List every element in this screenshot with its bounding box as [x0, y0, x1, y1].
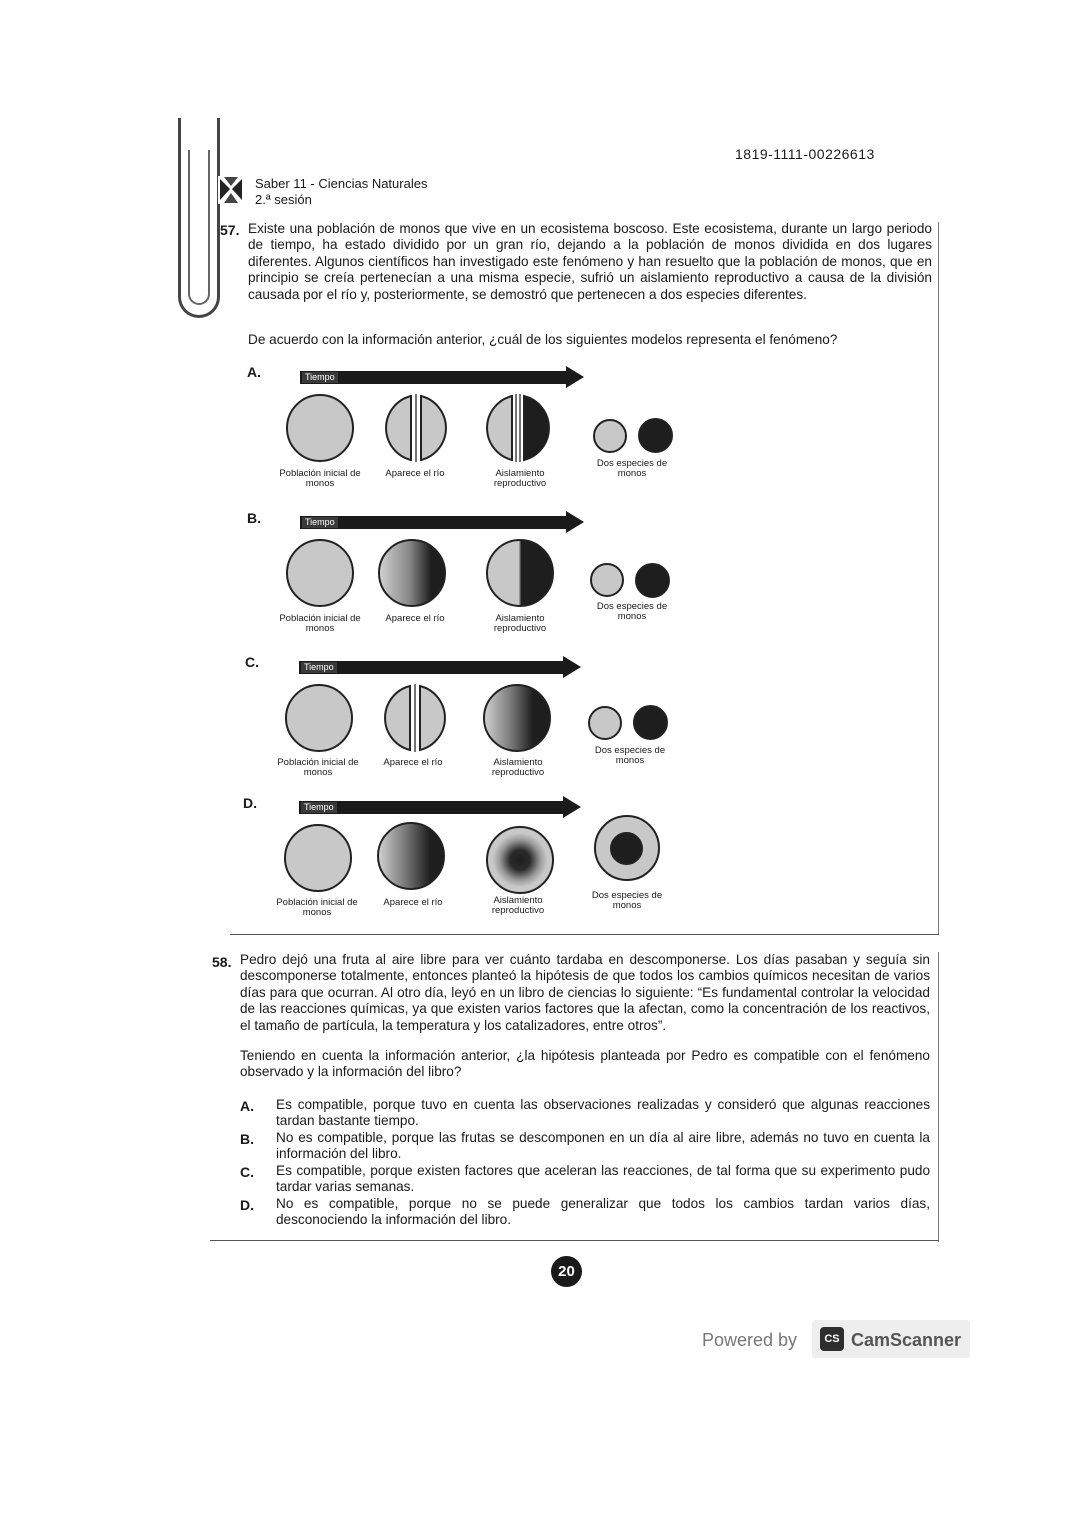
caption-species-c: Dos especies de monos	[594, 745, 666, 766]
tiempo-label-a: Tiempo	[302, 372, 338, 383]
timeline-arrowhead-c	[563, 656, 581, 678]
timeline-bar-b	[300, 516, 568, 529]
q58-option-b-letter[interactable]: B.	[240, 1131, 254, 1147]
caption-isolation-c: Aislamiento reproductivo	[491, 757, 545, 778]
isolation-gradient-circle-c	[483, 684, 551, 752]
q58-bottom-rule	[210, 1240, 939, 1241]
caption-initial-a: Población inicial de monos	[279, 468, 361, 489]
q58-option-d-letter[interactable]: D.	[240, 1197, 254, 1213]
species-dark-circle-c	[633, 705, 668, 740]
timeline-bar-a	[300, 371, 568, 384]
initial-population-circle-a	[286, 394, 354, 462]
q57-text: Existe una población de monos que vive en un ecosistema boscoso. Este ecosistema, durante un largo periodo de tiempo, ha estado dividido por un gran río, dejando a la población de monos dividida en dos lugares diferentes. Algunos científicos han investigado este fenómeno y han resuelto que la población de monos, que en principio se creía pertenecían a una misma especie, sufrió un aislamiento reproductivo a causa de la división causada por el río y, posteriormente, se demostró que pertenecen a dos especies diferentes.	[248, 221, 932, 302]
camscanner-brand: CamScanner	[851, 1330, 962, 1350]
initial-population-circle-d	[284, 824, 352, 892]
caption-species-b: Dos especies de monos	[596, 601, 668, 622]
initial-population-circle-c	[285, 684, 353, 752]
species-light-circle-c	[588, 706, 622, 740]
exam-title	[255, 176, 427, 208]
caption-isolation-d: Aislamiento reproductivo	[491, 895, 545, 916]
caption-species-d: Dos especies de monos	[591, 890, 663, 911]
q58-option-a-letter[interactable]: A.	[240, 1098, 254, 1114]
icfes-logo-icon	[218, 176, 244, 204]
paperclip-inner-wire	[188, 150, 210, 305]
caption-initial-c: Población inicial de monos	[277, 757, 359, 778]
species-dark-circle-b	[635, 563, 670, 598]
river-gradient-circle-b	[378, 539, 446, 607]
timeline-arrowhead-d	[563, 796, 581, 818]
q57-bottom-rule	[230, 934, 939, 935]
timeline-arrowhead-a	[566, 366, 584, 388]
isolation-split-circle-a	[476, 394, 562, 462]
river-split-circle-a	[373, 394, 459, 462]
isolation-half-circle-b	[486, 539, 554, 607]
river-gradient-circle-d	[377, 822, 445, 890]
caption-species-a: Dos especies de monos	[596, 458, 668, 479]
caption-river-c: Aparece el río	[383, 757, 443, 768]
document-id: 1819-1111-00226613	[735, 146, 875, 162]
q57-prompt: De acuerdo con la información anterior, ¿cuál de los siguientes modelos representa el fenómeno?	[248, 332, 838, 347]
q57-option-b-letter[interactable]: B.	[247, 510, 261, 526]
q58-number: 58.	[212, 954, 232, 970]
initial-population-circle-b	[286, 539, 354, 607]
q58-prompt: Teniendo en cuenta la información anterior, ¿la hipótesis planteada por Pedro es compatible con el fenómeno observado y la información del libro?	[240, 1048, 930, 1080]
q58-option-c-text[interactable]: Es compatible, porque existen factores que aceleran las reacciones, de tal forma que su experimento pudo tardar varias semanas.	[276, 1163, 930, 1195]
tiempo-label-c: Tiempo	[301, 662, 337, 673]
q58-option-a-text[interactable]: Es compatible, porque tuvo en cuenta las observaciones realizadas y consideró que algunas reacciones tardan bastante tiempo.	[276, 1097, 930, 1129]
exam-title-line2: 2.ª sesión	[255, 192, 312, 207]
q57-option-c-letter[interactable]: C.	[245, 654, 259, 670]
q58-option-c-letter[interactable]: C.	[240, 1164, 254, 1180]
caption-isolation-a: Aislamiento reproductivo	[493, 468, 547, 489]
q57-option-d-letter[interactable]: D.	[243, 795, 257, 811]
species-dark-circle-a	[638, 418, 673, 453]
camscanner-logo-icon: CS	[820, 1327, 844, 1351]
q58-right-border	[938, 952, 939, 1242]
q57-number: 57.	[220, 222, 240, 238]
isolation-radial-circle-d	[486, 826, 554, 894]
powered-by-text: Powered by	[702, 1330, 798, 1350]
river-split-circle-c	[372, 684, 458, 752]
species-inner-circle-d	[610, 832, 643, 865]
caption-river-b: Aparece el río	[385, 613, 445, 624]
timeline-bar-d	[299, 801, 565, 814]
tiempo-label-b: Tiempo	[302, 517, 338, 528]
timeline-arrowhead-b	[566, 511, 584, 533]
q57-option-a-letter[interactable]: A.	[247, 364, 261, 380]
species-light-circle-a	[593, 419, 627, 453]
page-number-badge: 20	[551, 1256, 582, 1287]
exam-title-line1: Saber 11 - Ciencias Naturales	[255, 176, 428, 191]
species-light-circle-b	[590, 563, 624, 597]
q58-option-d-text[interactable]: No es compatible, porque no se puede generalizar que todos los cambios tardan varios días, desconociendo la información del libro.	[276, 1196, 930, 1228]
q58-option-b-text[interactable]: No es compatible, porque las frutas se descomponen en un día al aire libre, además no tuvo en cuenta la información del libro.	[276, 1130, 930, 1162]
timeline-bar-c	[299, 661, 565, 674]
q57-right-border	[938, 222, 939, 934]
caption-isolation-b: Aislamiento reproductivo	[493, 613, 547, 634]
caption-river-a: Aparece el río	[385, 468, 445, 479]
caption-initial-b: Población inicial de monos	[279, 613, 361, 634]
caption-initial-d: Población inicial de monos	[276, 897, 358, 918]
tiempo-label-d: Tiempo	[301, 802, 337, 813]
caption-river-d: Aparece el río	[383, 897, 443, 908]
q58-text: Pedro dejó una fruta al aire libre para ver cuánto tardaba en descomponerse. Los días pasaban y seguía sin descomponerse totalmente, entonces planteó la hipótesis de que todos los cambios químicos necesitan de varios días para que ocurran. Al otro día, leyó en un libro de ciencias lo siguiente: “Es fundamental controlar la velocidad de las reacciones químicas, ya que existen varios factores que la afectan, como la concentración de los reactivos, el tamaño de partícula, la temperatura y los catalizadores, entre otros”.	[240, 952, 930, 1033]
